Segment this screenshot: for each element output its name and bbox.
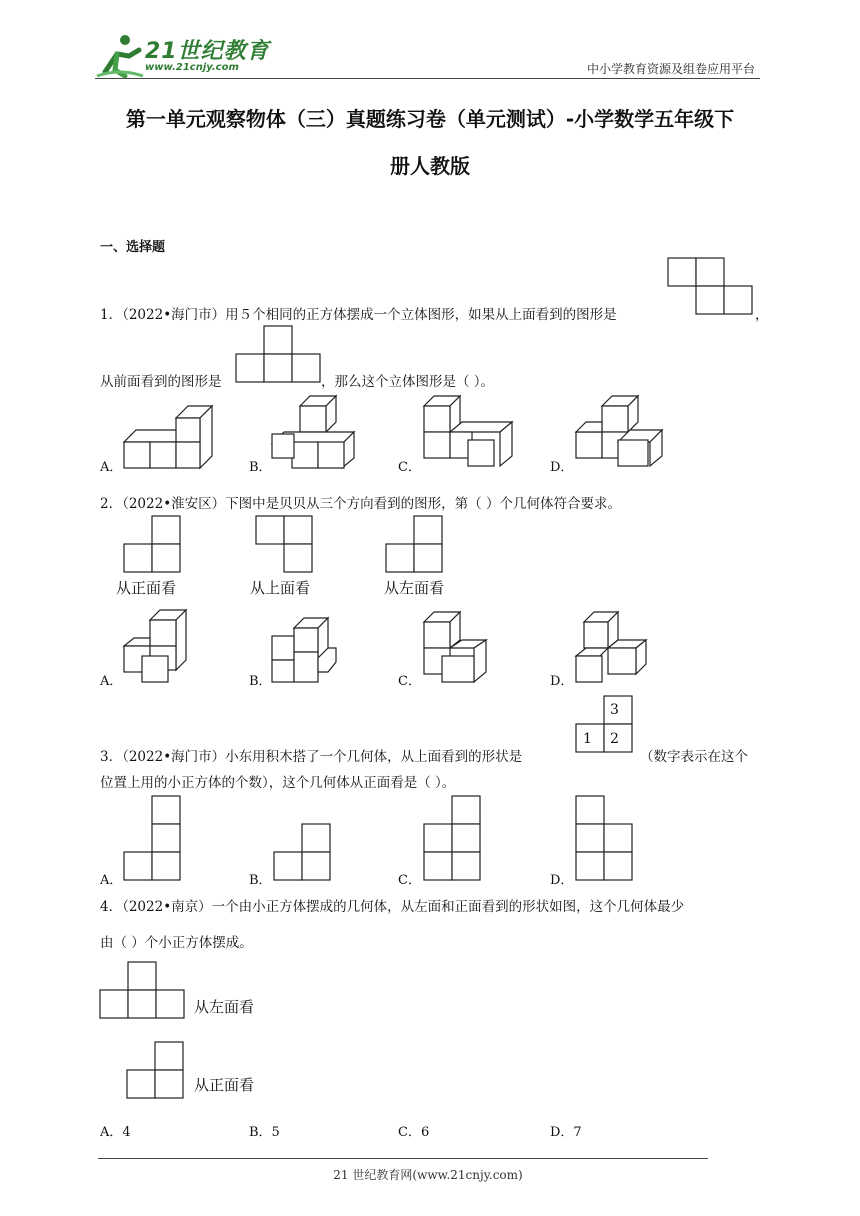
footer-divider [98, 1158, 708, 1159]
q1-text-question: ，那么这个立体图形是（ ）。 [321, 374, 495, 390]
q2-left-view-figure [386, 516, 444, 574]
q2-caption-left: 从左面看 [384, 579, 445, 597]
q1-front-view-figure [236, 326, 320, 382]
q3-grid-number-1: 1 [583, 731, 592, 747]
q3-grid-number-2: 2 [610, 731, 619, 747]
q4-front-view-figure [127, 1042, 185, 1100]
q2-option-d-figure [574, 612, 650, 684]
q1-option-b[interactable]: B． [249, 460, 272, 475]
q3-option-d[interactable]: D． [550, 873, 574, 888]
q4-option-d[interactable]: D．7 [550, 1125, 582, 1140]
q3-option-d-figure [576, 796, 634, 882]
q4-caption-front: 从正面看 [194, 1076, 255, 1094]
q1-text: 1．（2022•海门市）用５个相同的正方体摆成一个立体图形，如果从上面看到的图形是 [100, 307, 617, 323]
q1-option-c[interactable]: C． [398, 460, 421, 475]
q2-top-view-figure [256, 516, 314, 574]
runner-logo-icon [95, 32, 145, 80]
q2-caption-front: 从正面看 [116, 579, 177, 597]
q3-text-note: （数字表示在这个 [640, 749, 748, 765]
page-title-line-1: 第一单元观察物体（三）真题练习卷（单元测试）-小学数学五年级下 [125, 107, 735, 131]
q3-grid-number-3: 3 [610, 702, 619, 718]
q4-option-c[interactable]: C．6 [398, 1125, 430, 1140]
q4-text-line1: 4．（2022•南京）一个由小正方体摆成的几何体，从左面和正面看到的形状如图，这个几何体最少 [100, 899, 685, 915]
q3-text: 3．（2022•海门市）小东用积木搭了一个几何体，从上面看到的形状是 [100, 749, 523, 765]
q3-option-c[interactable]: C． [398, 873, 421, 888]
q1-top-view-figure [668, 258, 753, 314]
q2-option-d[interactable]: D． [550, 674, 574, 689]
footer-text: 21 世纪教育网(www.21cnjy.com) [333, 1168, 523, 1182]
header-divider [95, 78, 760, 79]
logo-text: 21世纪教育 [145, 39, 270, 64]
q3-option-a-figure [124, 796, 182, 882]
q2-option-c[interactable]: C． [398, 674, 421, 689]
q1-option-d[interactable]: D． [550, 460, 574, 475]
q1-option-d-figure [574, 396, 666, 470]
q1-text-front: 从前面看到的图形是 [100, 374, 222, 390]
q2-option-a-figure [124, 610, 190, 684]
q4-text-line2: 由（ ）个小正方体摆成。 [100, 935, 253, 951]
q2-text: 2．（2022•淮安区）下图中是贝贝从三个方向看到的图形，第（ ）个几何体符合要求。 [100, 496, 621, 512]
q2-option-c-figure [422, 612, 488, 684]
q1-option-a-figure [124, 404, 216, 470]
q4-caption-left: 从左面看 [194, 998, 255, 1016]
q3-option-a[interactable]: A． [100, 873, 123, 888]
q2-option-a[interactable]: A． [100, 674, 123, 689]
q4-option-a[interactable]: A．4 [100, 1125, 131, 1140]
section-heading: 一、选择题 [100, 240, 166, 255]
site-logo [95, 32, 270, 80]
q3-option-c-figure [424, 796, 482, 882]
q4-option-b[interactable]: B．5 [249, 1125, 280, 1140]
q1-option-a[interactable]: A． [100, 460, 123, 475]
q1-option-c-figure [422, 396, 514, 470]
q3-option-b-figure [274, 824, 332, 882]
q4-left-view-figure [100, 962, 186, 1020]
q3-option-b[interactable]: B． [249, 873, 272, 888]
q2-option-b-figure [272, 618, 338, 684]
q1-comma: ， [755, 307, 769, 323]
q2-front-view-figure [124, 516, 182, 574]
header-platform-text: 中小学教育资源及组卷应用平台 [586, 62, 755, 76]
logo-url: www.21cnjy.com [145, 62, 239, 73]
page-title-line-2: 册人教版 [390, 154, 470, 178]
q2-caption-top: 从上面看 [250, 579, 311, 597]
q3-text-line2: 位置上用的小正方体的个数），这个几何体从正面看是（ ）。 [100, 775, 456, 791]
q1-option-b-figure [272, 396, 356, 470]
q2-option-b[interactable]: B． [249, 674, 272, 689]
